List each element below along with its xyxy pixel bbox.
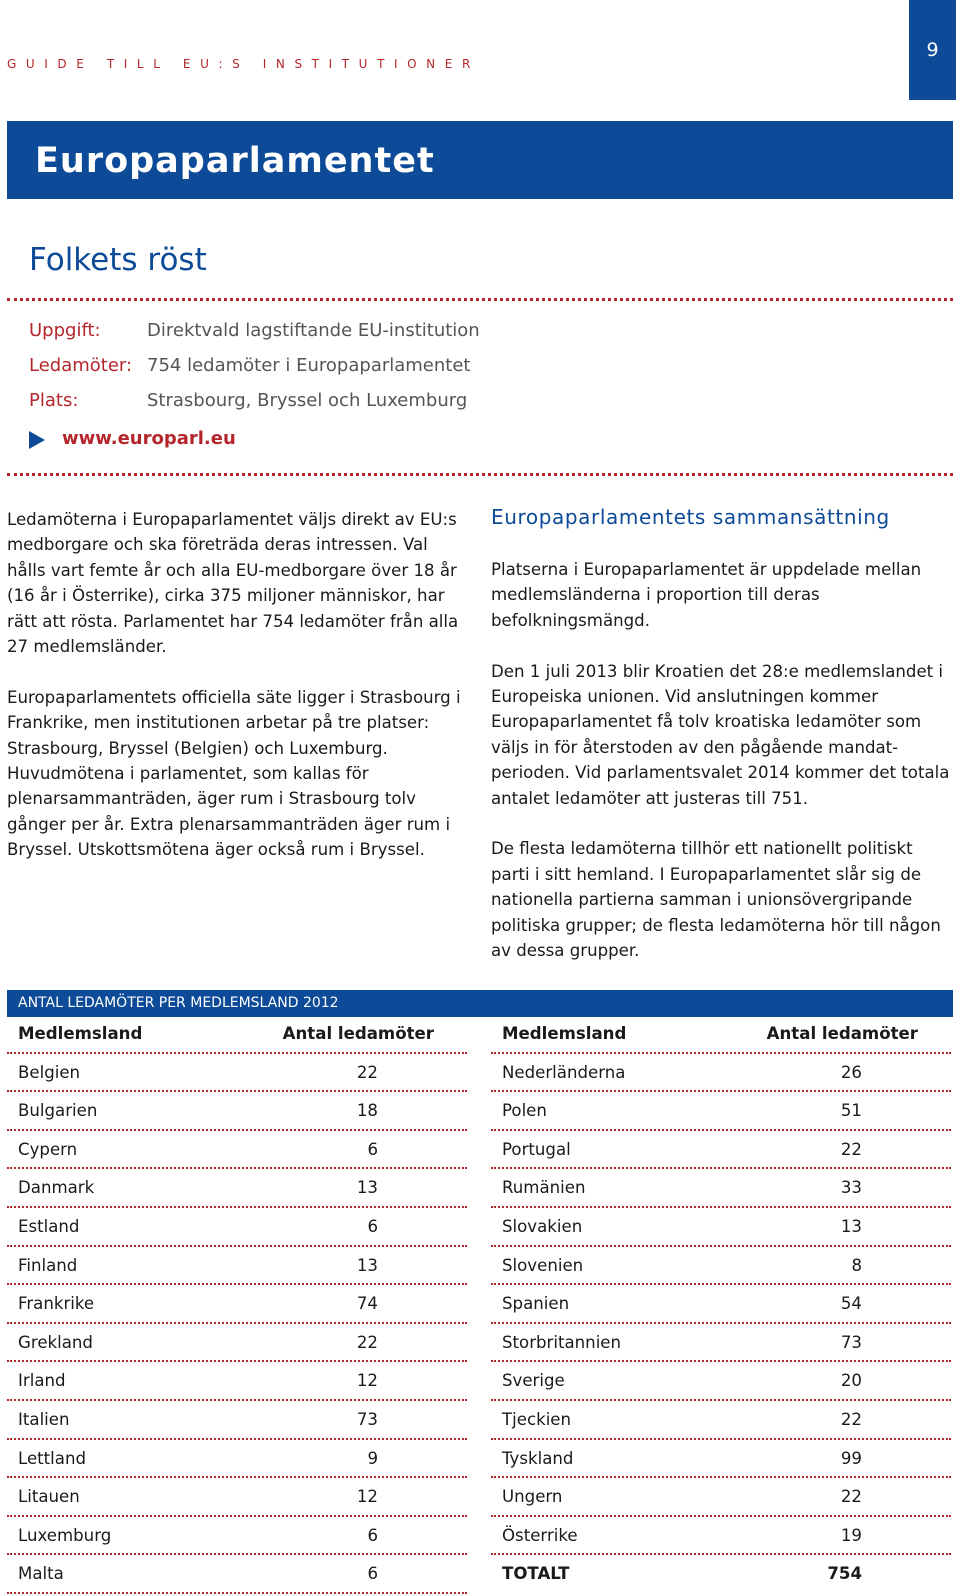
table-row xyxy=(491,1094,951,1131)
count-cell: 51 xyxy=(840,1101,862,1121)
count-cell: 22 xyxy=(840,1487,862,1507)
count-cell: 19 xyxy=(840,1525,862,1545)
count-cell: 6 xyxy=(367,1525,378,1545)
table-row xyxy=(491,1171,951,1208)
country-cell: Nederländerna xyxy=(502,1062,626,1082)
running-head: GUIDE TILL EU:S INSTITUTIONER xyxy=(7,57,480,71)
country-cell: Slovakien xyxy=(502,1216,583,1236)
table-row xyxy=(7,1287,467,1324)
table-row xyxy=(7,1094,467,1131)
country-cell: Malta xyxy=(18,1564,64,1584)
body-paragraph: Platserna i Europaparlamentet är uppdelade mellan medlemsländerna i proportion till deras befolkningsmängd. xyxy=(491,560,922,630)
website-link[interactable]: www.europarl.eu xyxy=(62,428,236,449)
table-row xyxy=(7,1480,467,1517)
dotted-divider-top xyxy=(7,298,953,301)
country-cell: Rumänien xyxy=(502,1178,586,1198)
right-column-text xyxy=(491,557,951,989)
count-cell: 73 xyxy=(356,1409,378,1429)
count-cell: 9 xyxy=(367,1448,378,1468)
count-cell: 26 xyxy=(840,1062,862,1082)
country-cell: Sverige xyxy=(502,1371,565,1391)
count-cell: 13 xyxy=(840,1216,862,1236)
country-cell: Polen xyxy=(502,1101,547,1121)
arrow-right-icon xyxy=(29,431,45,449)
table-row xyxy=(7,1056,467,1093)
count-cell: 6 xyxy=(367,1216,378,1236)
country-cell: Österrike xyxy=(502,1525,578,1545)
country-cell: Litauen xyxy=(18,1487,80,1507)
total-count: 754 xyxy=(827,1564,862,1584)
members-table-right xyxy=(491,1017,951,1594)
table-row xyxy=(491,1519,951,1556)
country-cell: Spanien xyxy=(502,1294,570,1314)
body-paragraph: Europaparlamentets officiella säte ligger i Strasbourg i Frankrike, men institutionen arbetar på tre platser: Strasbourg, Bryssel (Belgien) och Luxemburg. Huvudmötena i parlamentet, som kallas för plenarsammanträden, äger rum i Strasbourg tolv gånger per år. Extra plenarsammanträden äger rum i Bryssel. Utskottsmötena äger också rum i Bryssel. xyxy=(7,687,461,860)
table-row xyxy=(7,1133,467,1170)
section-subtitle: Folkets röst xyxy=(29,242,207,278)
country-cell: Italien xyxy=(18,1409,70,1429)
count-cell: 99 xyxy=(840,1448,862,1468)
table-row xyxy=(7,1249,467,1286)
country-cell: Frankrike xyxy=(18,1294,95,1314)
table-row xyxy=(491,1249,951,1286)
table-row xyxy=(491,1403,951,1440)
table-row xyxy=(491,1326,951,1363)
fact-value: Direktvald lagstiftande EU-institution xyxy=(147,320,480,341)
body-paragraph: Den 1 juli 2013 blir Kroatien det 28:e medlemslandet i Europeiska unionen. Vid anslutningen kommer Europaparlamentet få tolv kroatiska ledamöter som väljs in för återstoden av den pågående mandat-perioden. Vid parlamentsvalet 2014 kommer det totala antalet ledamöter att justeras till 751. xyxy=(491,661,950,808)
country-cell: Bulgarien xyxy=(18,1101,98,1121)
country-cell: Belgien xyxy=(18,1062,81,1082)
count-cell: 6 xyxy=(367,1564,378,1584)
count-cell: 74 xyxy=(356,1294,378,1314)
count-cell: 22 xyxy=(840,1409,862,1429)
fact-value: 754 ledamöter i Europaparlamentet xyxy=(147,355,471,376)
table-row xyxy=(7,1519,467,1556)
country-cell: Grekland xyxy=(18,1332,93,1352)
left-column-text xyxy=(7,507,467,888)
fact-label: Plats: xyxy=(29,390,79,411)
count-cell: 54 xyxy=(840,1294,862,1314)
fact-value: Strasbourg, Bryssel och Luxemburg xyxy=(147,390,468,411)
country-cell: Slovenien xyxy=(502,1255,584,1275)
count-cell: 13 xyxy=(356,1255,378,1275)
table-row xyxy=(7,1171,467,1208)
table-row xyxy=(7,1557,467,1594)
table-row xyxy=(491,1442,951,1479)
count-cell: 73 xyxy=(840,1332,862,1352)
count-cell: 22 xyxy=(356,1062,378,1082)
country-cell: Portugal xyxy=(502,1139,571,1159)
members-table-left xyxy=(7,1017,467,1596)
header-count: Antal ledamöter xyxy=(282,1024,434,1043)
table-header xyxy=(7,1017,467,1054)
country-cell: Ungern xyxy=(502,1487,563,1507)
header-country: Medlemsland xyxy=(18,1024,143,1043)
table-row xyxy=(7,1364,467,1401)
fact-label: Ledamöter: xyxy=(29,355,133,376)
table-title: ANTAL LEDAMÖTER PER MEDLEMSLAND 2012 xyxy=(18,995,339,1011)
country-cell: Estland xyxy=(18,1216,80,1236)
fact-label: Uppgift: xyxy=(29,320,101,341)
composition-heading: Europaparlamentets sammansättning xyxy=(491,505,890,529)
table-title-band xyxy=(7,990,953,1017)
count-cell: 22 xyxy=(840,1139,862,1159)
country-cell: Tjeckien xyxy=(502,1409,572,1429)
country-cell: Tyskland xyxy=(502,1448,574,1468)
table-row xyxy=(491,1364,951,1401)
table-row xyxy=(491,1133,951,1170)
page-number: 9 xyxy=(909,0,956,100)
count-cell: 33 xyxy=(840,1178,862,1198)
header-count: Antal ledamöter xyxy=(766,1024,918,1043)
table-row xyxy=(491,1480,951,1517)
count-cell: 6 xyxy=(367,1139,378,1159)
table-row xyxy=(491,1287,951,1324)
total-label: TOTALT xyxy=(502,1564,570,1584)
count-cell: 12 xyxy=(356,1371,378,1391)
page-title: Europaparlamentet xyxy=(35,141,435,181)
count-cell: 13 xyxy=(356,1178,378,1198)
count-cell: 22 xyxy=(356,1332,378,1352)
body-paragraph: Ledamöterna i Europaparlamentet väljs direkt av EU:s medborgare och ska företräda deras intressen. Val hålls vart femte år och alla EU-medborgare över 18 år (16 år i Österrike), cirka 375 miljoner människor, har rätt att rösta. Parlamentet har 754 ledamöter från alla 27 medlemsländer. xyxy=(7,510,459,657)
table-row xyxy=(491,1056,951,1093)
table-row xyxy=(7,1442,467,1479)
country-cell: Cypern xyxy=(18,1139,78,1159)
country-cell: Irland xyxy=(18,1371,66,1391)
table-header xyxy=(491,1017,951,1054)
country-cell: Lettland xyxy=(18,1448,87,1468)
count-cell: 12 xyxy=(356,1487,378,1507)
country-cell: Storbritannien xyxy=(502,1332,622,1352)
table-row xyxy=(7,1210,467,1247)
count-cell: 18 xyxy=(356,1101,378,1121)
table-row xyxy=(7,1326,467,1363)
table-row xyxy=(491,1210,951,1247)
table-row xyxy=(7,1403,467,1440)
country-cell: Luxemburg xyxy=(18,1525,112,1545)
body-paragraph: De flesta ledamöterna tillhör ett nationellt politiskt parti i sitt hemland. I Europaparlamentet slår sig de nationella partierna samman i unionsövergripande politiska grupper; de flesta ledamöterna hör till någon av dessa grupper. xyxy=(491,839,941,961)
count-cell: 20 xyxy=(840,1371,862,1391)
country-cell: Danmark xyxy=(18,1178,95,1198)
country-cell: Finland xyxy=(18,1255,78,1275)
header-country: Medlemsland xyxy=(502,1024,627,1043)
count-cell: 8 xyxy=(851,1255,862,1275)
title-band xyxy=(7,121,953,199)
table-total-row xyxy=(491,1557,951,1592)
dotted-divider-bottom xyxy=(7,473,953,476)
